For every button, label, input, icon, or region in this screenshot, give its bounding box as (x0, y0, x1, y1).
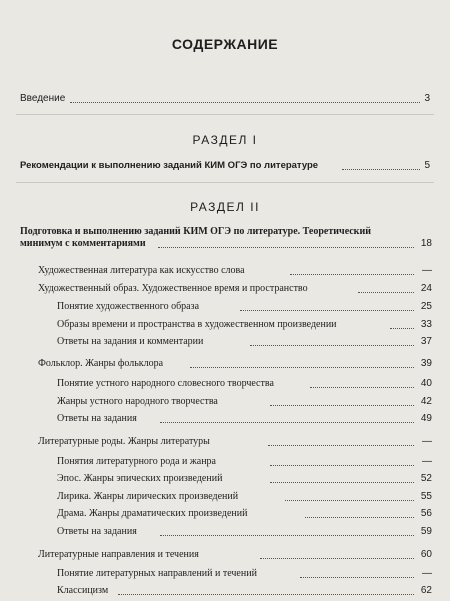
toc-entry-page: 52 (420, 473, 432, 484)
toc-entry-label: Понятие литературных направлений и течений (57, 568, 257, 579)
toc-entry-label: минимум с комментариями (20, 238, 146, 249)
dot-leader (270, 482, 414, 483)
dot-leader (270, 405, 414, 406)
dot-leader (310, 387, 414, 388)
dot-leader (160, 422, 414, 423)
toc-entry-page: 33 (420, 319, 432, 330)
toc-entry-page: 62 (420, 585, 432, 596)
section-heading-1: РАЗДЕЛ I (192, 133, 258, 147)
toc-entry-label: Ответы на задания и комментарии (57, 336, 204, 347)
dot-leader (342, 169, 420, 170)
toc-entry-page: 18 (420, 238, 432, 249)
dot-leader (190, 367, 414, 368)
toc-entry-page: 56 (420, 508, 432, 519)
toc-entry-page: 59 (420, 526, 432, 537)
dot-leader (390, 328, 414, 329)
dot-leader (300, 577, 414, 578)
toc-entry-label: Понятие устного народного словесного творчества (57, 378, 274, 389)
toc-entry-page: 42 (420, 396, 432, 407)
toc-entry-label: Понятие художественного образа (57, 301, 200, 312)
dot-leader (240, 310, 414, 311)
toc-entry-label: Художественный образ. Художественное время и пространство (38, 283, 308, 294)
toc-entry-label: Художественная литература как искусство слова (38, 265, 245, 276)
toc-entry-page: 24 (420, 283, 432, 294)
toc-entry-label: Рекомендации к выполнению заданий КИМ ОГЭ по литературе (20, 160, 319, 171)
toc-entry-label: Ответы на задания (57, 526, 137, 537)
toc-entry-label: Классицизм (57, 585, 109, 596)
toc-entry-label: Жанры устного народного творчества (57, 396, 218, 407)
dot-leader (305, 517, 414, 518)
toc-entry-page: — (422, 436, 432, 447)
section-heading-2: РАЗДЕЛ II (190, 200, 260, 214)
toc-entry-label: Эпос. Жанры эпических произведений (57, 473, 223, 484)
toc-entry-page: — (422, 265, 432, 276)
dot-leader (290, 274, 414, 275)
toc-entry-page: 60 (420, 549, 432, 560)
toc-entry-page: 25 (420, 301, 432, 312)
dot-leader (285, 500, 414, 501)
toc-entry-label: Образы времени и пространства в художественном произведении (57, 319, 337, 330)
toc-entry-page: 39 (420, 358, 432, 369)
toc-entry-label: Драма. Жанры драматических произведений (57, 508, 248, 519)
dot-leader (160, 535, 414, 536)
toc-entry-label: Лирика. Жанры лирических произведений (57, 491, 239, 502)
dot-leader (250, 345, 414, 346)
toc-entry-page: 3 (424, 93, 430, 104)
toc-entry-page: 49 (420, 413, 432, 424)
dot-leader (270, 465, 414, 466)
toc-entry-page: 40 (420, 378, 432, 389)
toc-entry-label: Фольклор. Жанры фольклора (38, 358, 164, 369)
divider (16, 182, 434, 183)
dot-leader (268, 445, 414, 446)
dot-leader (158, 247, 414, 248)
toc-entry-label: Понятия литературного рода и жанра (57, 456, 216, 467)
page-title: СОДЕРЖАНИЕ (171, 36, 279, 52)
dot-leader (260, 558, 414, 559)
dot-leader (118, 594, 414, 595)
toc-entry-page: — (422, 456, 432, 467)
toc-entry-page: 5 (424, 160, 430, 171)
toc-entry-page: 55 (420, 491, 432, 502)
dot-leader (70, 102, 420, 103)
divider (16, 114, 434, 115)
dot-leader (358, 292, 414, 293)
toc-entry-label: Литературные направления и течения (38, 549, 199, 560)
toc-entry-label: Ответы на задания (57, 413, 137, 424)
toc-entry-label: Литературные роды. Жанры литературы (38, 436, 210, 447)
toc-entry-label: Введение (20, 93, 66, 104)
toc-entry-label: Подготовка и выполнению заданий КИМ ОГЭ по литературе. Теоретический (20, 226, 371, 237)
toc-entry-page: 37 (420, 336, 432, 347)
toc-entry-page: — (422, 568, 432, 579)
